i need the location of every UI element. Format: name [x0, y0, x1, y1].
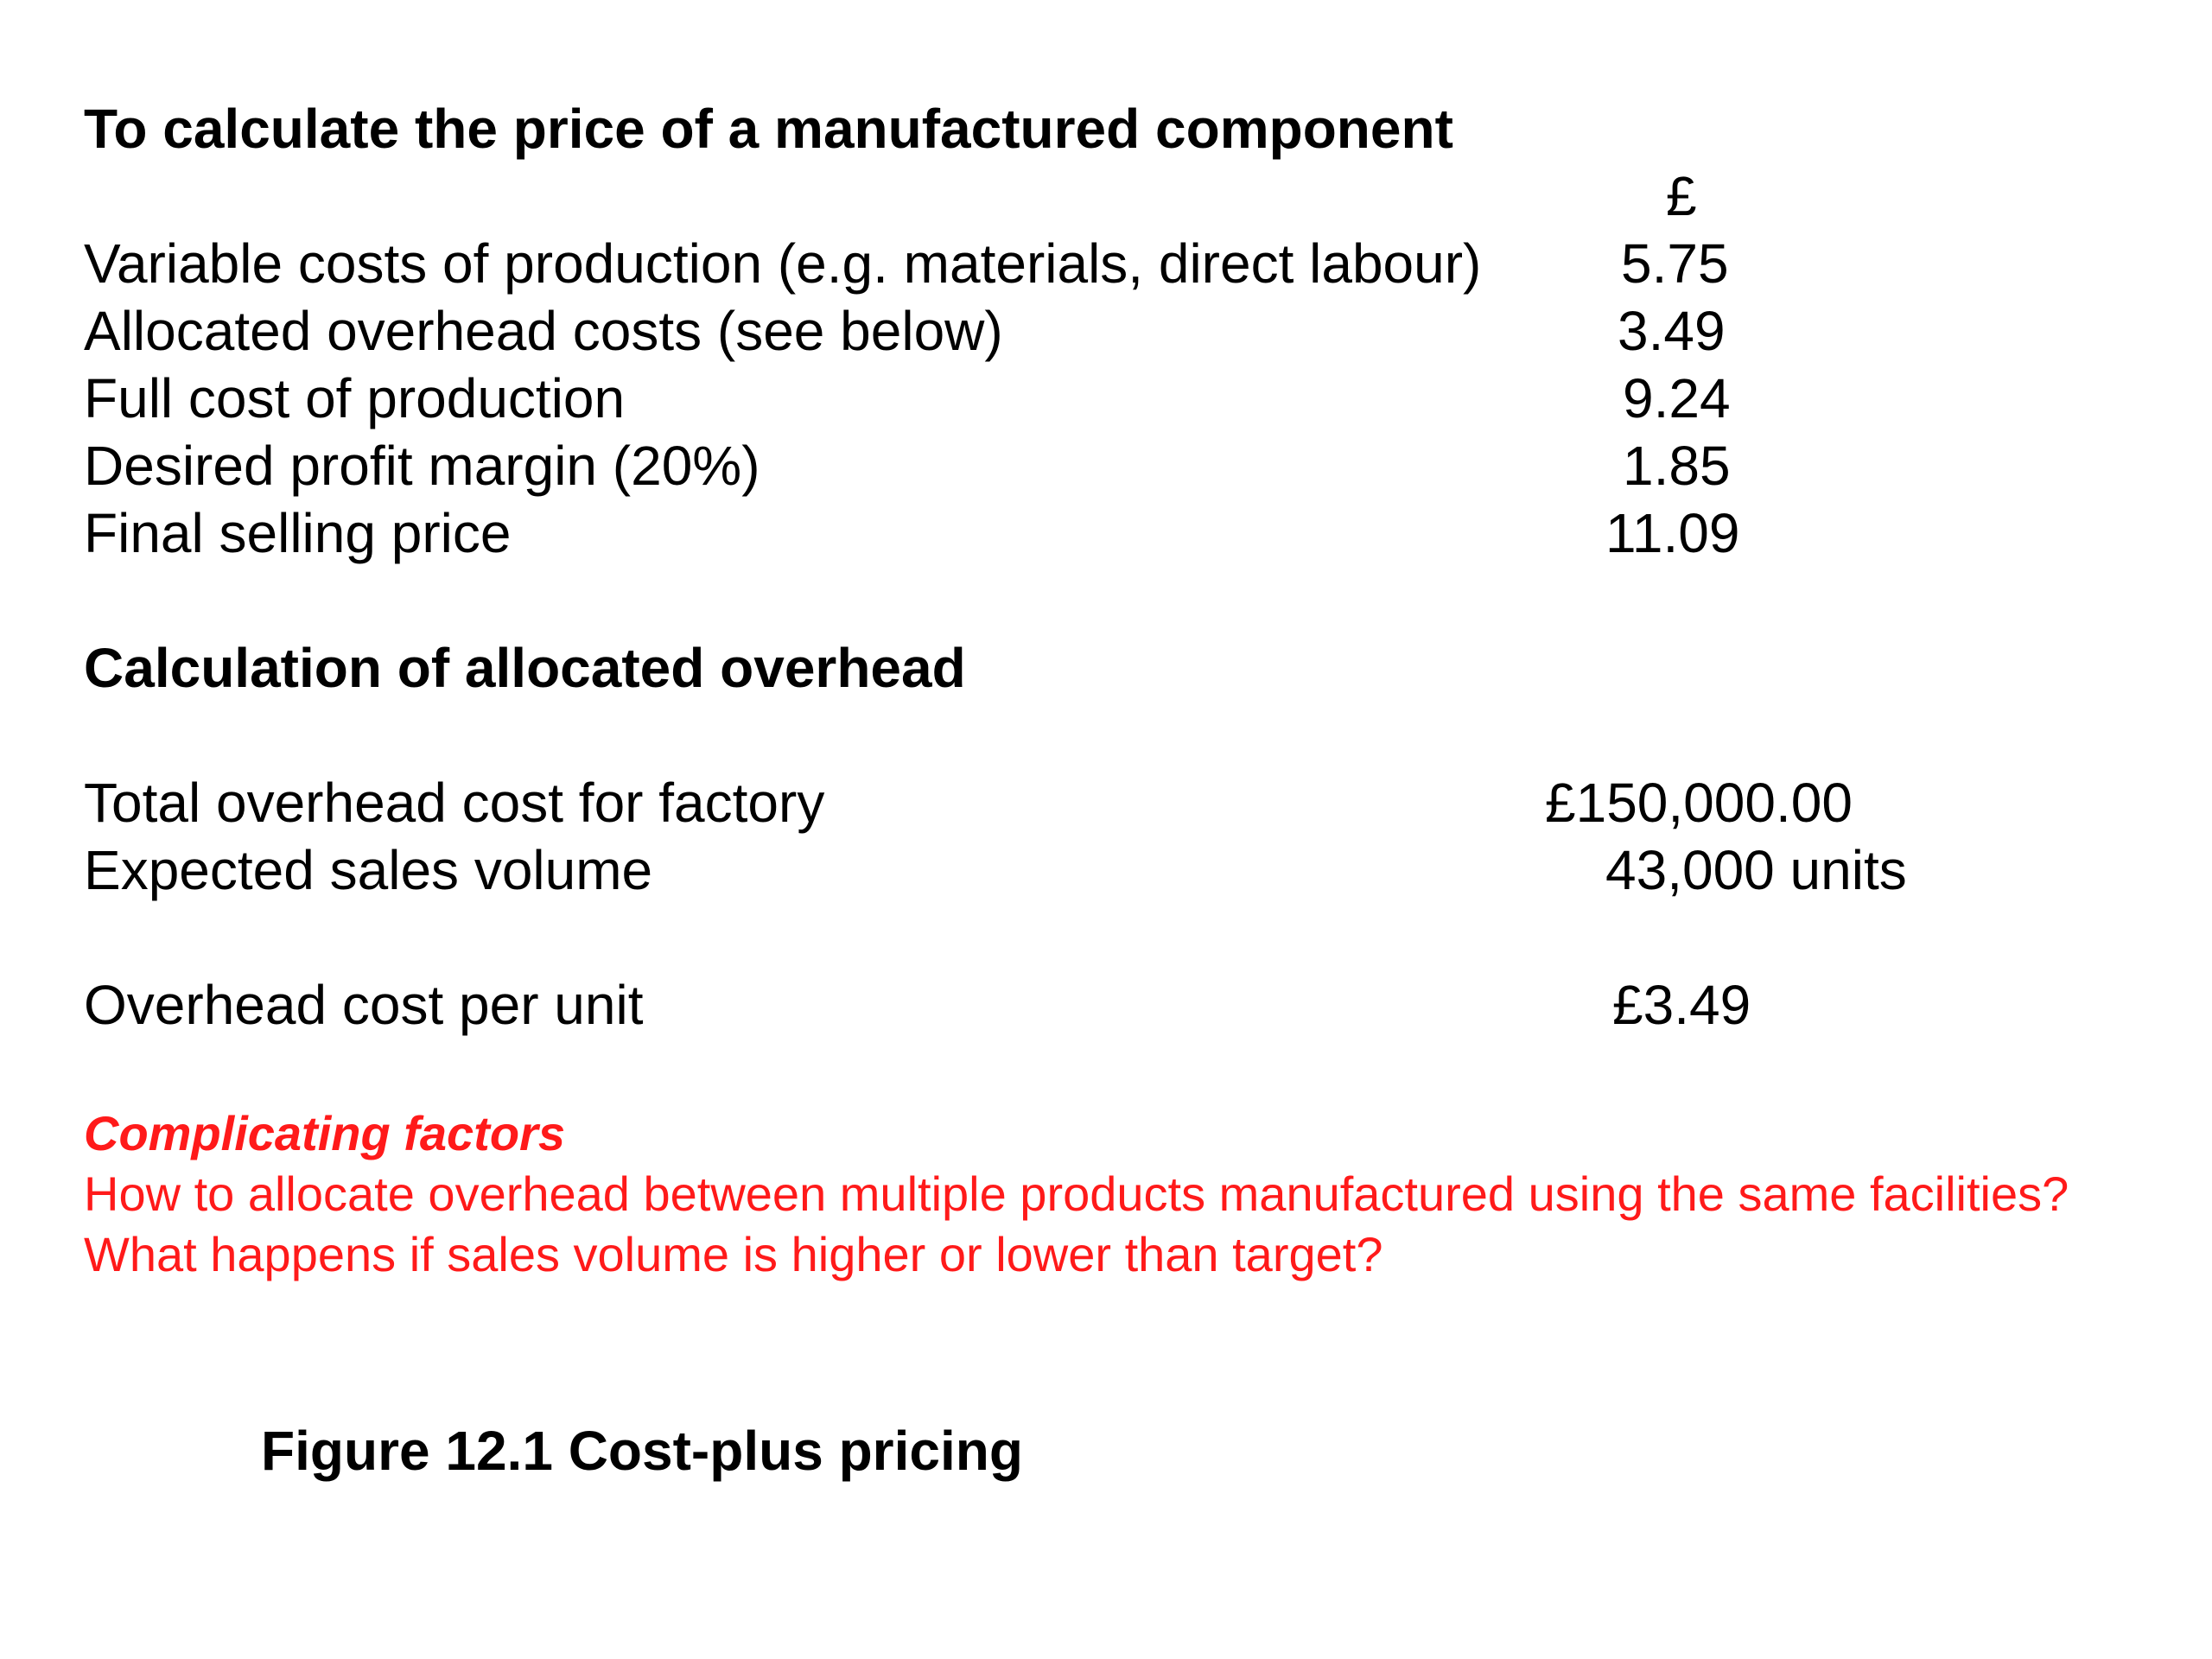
- row-value-full-cost: 9.24: [1623, 367, 1731, 429]
- row-label-profit-margin: Desired profit margin (20%): [84, 435, 760, 497]
- figure-caption: Figure 12.1 Cost-plus pricing: [261, 1420, 1023, 1482]
- row-value-selling-price: 11.09: [1605, 502, 1740, 564]
- complicating-factor-line: What happens if sales volume is higher or lower than target?: [84, 1227, 1383, 1281]
- currency-header: £: [1666, 165, 1697, 227]
- section-title-overhead-calculation: Calculation of allocated overhead: [84, 637, 966, 699]
- row-value-sales-volume: 43,000 units: [1605, 839, 1907, 901]
- row-label-full-cost: Full cost of production: [84, 367, 626, 429]
- complicating-factor-line: How to allocate overhead between multiple products manufactured using the same facilities?: [84, 1166, 2069, 1221]
- row-value-profit-margin: 1.85: [1623, 435, 1731, 497]
- row-label-variable-costs: Variable costs of production (e.g. materials, direct labour): [84, 232, 1482, 295]
- row-value-allocated-overhead: 3.49: [1618, 300, 1726, 362]
- row-label-allocated-overhead: Allocated overhead costs (see below): [84, 300, 1003, 362]
- row-value-overhead-per-unit: £3.49: [1612, 974, 1751, 1036]
- row-label-sales-volume: Expected sales volume: [84, 839, 653, 901]
- row-label-selling-price: Final selling price: [84, 502, 512, 564]
- row-label-total-overhead: Total overhead cost for factory: [84, 772, 825, 834]
- row-value-variable-costs: 5.75: [1621, 232, 1729, 295]
- section-title-price-calculation: To calculate the price of a manufactured component: [84, 98, 1453, 160]
- complicating-factors-title: Complicating factors: [84, 1106, 565, 1160]
- row-label-overhead-per-unit: Overhead cost per unit: [84, 974, 644, 1036]
- row-value-total-overhead: £150,000.00: [1545, 772, 1853, 834]
